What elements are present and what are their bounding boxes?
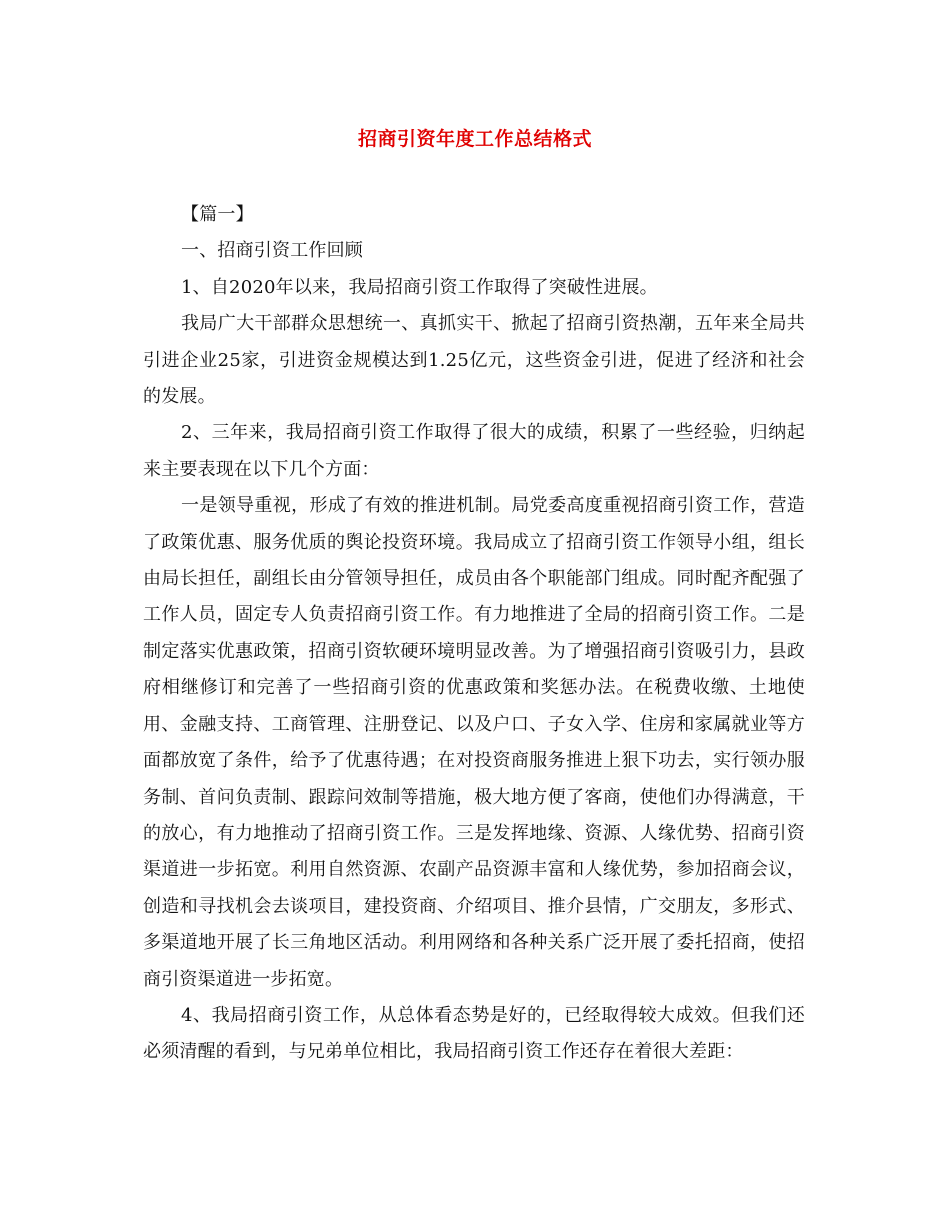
body-paragraph: 1、自2020年以来，我局招商引资工作取得了突破性进展。 <box>181 276 658 298</box>
section-heading: 一、招商引资工作回顾 <box>181 240 363 262</box>
body-paragraph: 我局广大干部群众思想统一、真抓实干、掀起了招商引资热潮，五年来全局共引进企业25家，引进资金规模达到1.25亿元，这些资金引进，促进了经济和社会的发展。 <box>143 313 805 408</box>
body-paragraph: 4、我局招商引资工作，从总体看态势是好的，已经取得较大成效。但我们还必须清醒的看到，与兄弟单位相比，我局招商引资工作还存在着很大差距： <box>143 1004 805 1063</box>
body-paragraph: 一是领导重视，形成了有效的推进机制。局党委高度重视招商引资工作，营造了政策优惠、服务优质的舆论投资环境。我局成立了招商引资工作领导小组，组长由局长担任，副组长由分管领导担任，成员由各个职能部门组成。同时配齐配强了工作人员，固定专人负责招商引资工作。有力地推进了全局的招商引资工作。二是制定落实优惠政策，招商引资软硬环境明显改善。为了增强招商引资吸引力，县政府相继修订和完善了一些招商引资的优惠政策和奖惩办法。在税费收缴、土地使用、金融支持、工商管理、注册登记、以及户口、子女入学、住房和家属就业等方面都放宽了条件，给予了优惠待遇；在对投资商服务推进上狠下功去，实行领办服务制、首问负责制、跟踪问效制等措施，极大地方便了客商，使他们办得满意，干的放心，有力地推动了招商引资工作。三是发挥地缘、资源、人缘优势、招商引资渠道进一步拓宽。利用自然资源、农副产品资源丰富和人缘优势，参加招商会议，创造和寻找机会去谈项目，建投资商、介绍项目、推介县情，广交朋友，多形式、多渠道地开展了长三角地区活动。利用网络和各种关系广泛开展了委托招商，使招商引资渠道进一步拓宽。 <box>143 495 805 990</box>
document-body <box>143 197 805 1071</box>
section-marker: 【篇一】 <box>181 204 254 225</box>
body-paragraph: 2、三年来，我局招商引资工作取得了很大的成绩，积累了一些经验，归纳起来主要表现在以下几个方面： <box>143 422 805 480</box>
document-title: 招商引资年度工作总结格式 <box>357 128 592 150</box>
